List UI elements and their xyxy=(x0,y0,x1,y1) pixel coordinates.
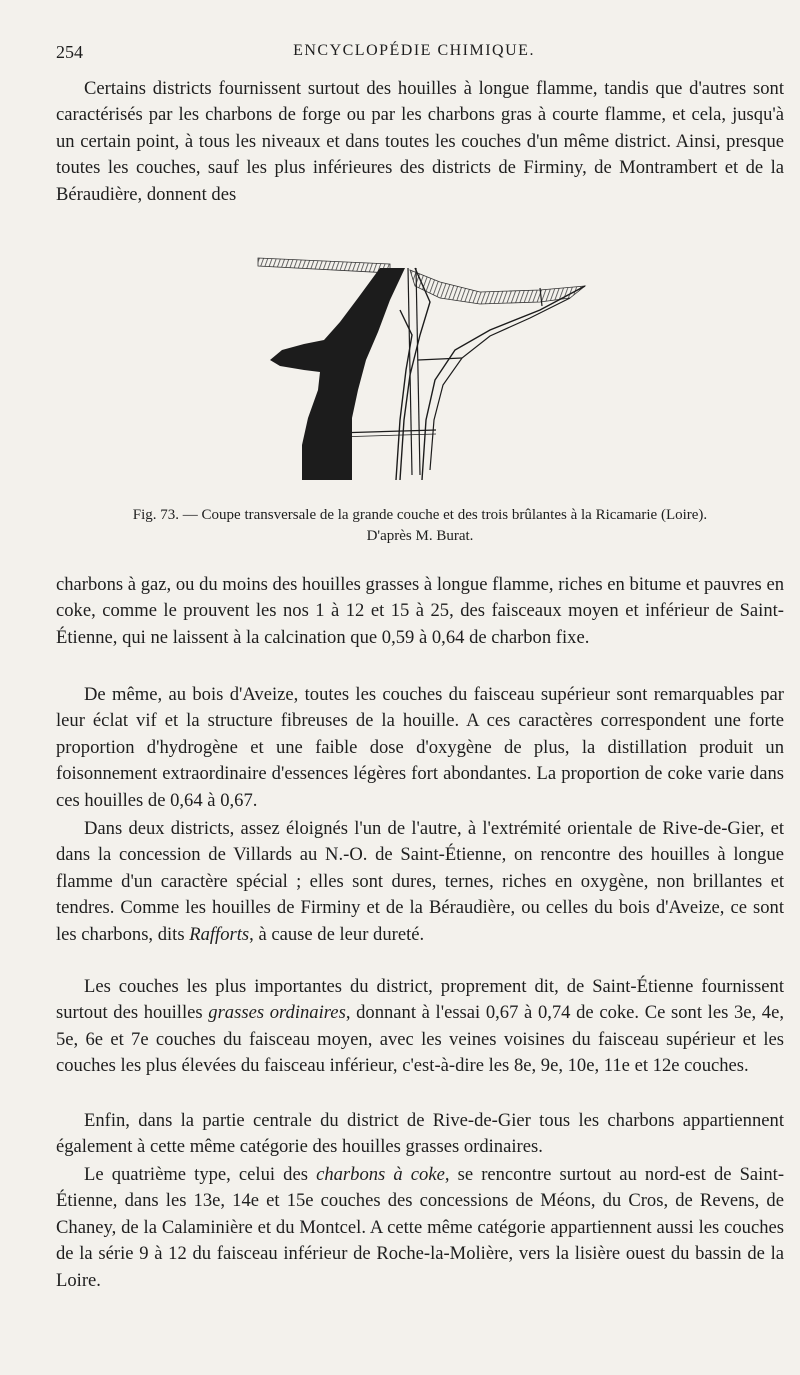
page-number: 254 xyxy=(56,42,83,62)
cross-section-drawing xyxy=(240,240,600,505)
figure-caption xyxy=(56,505,784,547)
paragraph-7-italic: charbons à coke xyxy=(316,1164,445,1185)
grande-couche-seam xyxy=(270,268,405,480)
paragraph-5-text-after: , donnant à l'essai 0,67 à 0,74 de coke. Ce sont les 3e, 4e, 5e, 6e et 7e couches du faisceau moyen, avec les veines voisines du faisceau supérieur et les couches les plus élevées du faisceau inférieur, c'est-à-dire les 8e, 9e, 10e, 11e et 12e couches. xyxy=(56,1002,784,1077)
paragraph-7-text-after: , se rencontre surtout au nord-est de Saint-Étienne, dans les 13e, 14e et 15e couches des concessions de Méons, du Cros, de Revens, de Chaney, de la Calaminière et du Montcel. A cette même catégorie appartiennent aussi les couches de la série 9 à 12 du faisceau inférieur de Roche-la-Molière, vers la lisière ouest du bassin de la Loire. xyxy=(56,1164,785,1291)
paragraph-4 xyxy=(56,816,784,948)
brulante-seam-3 xyxy=(422,286,585,480)
paragraph-2: charbons à gaz, ou du moins des houilles grasses à longue flamme, riches en bitume et pauvres en coke, comme le prouvent les nos 1 à 12 et 15 à 25, des faisceaux moyen et inférieur de Saint-Étienne, qui ne laissent à la calcination que 0,59 à 0,64 de charbon fixe. xyxy=(56,574,784,648)
paragraph-4-text-before: Dans deux districts, assez éloignés l'un de l'autre, à l'extrémité orientale de Rive-de-Gier, et dans la concession de Villards au N.-O. de Saint-Étienne, on rencontre des houilles à longue flamme d'un caractère spécial ; elles sont dures, ternes, riches en oxygène, non brillantes et tendres. Comme les houilles de Firminy et de la Béraudière, ou celles du bois d'Aveize, ce sont les charbons, dits xyxy=(56,818,784,945)
caption-line-1: Fig. 73. — Coupe transversale de la grande couche et des trois brûlantes à la Ricamarie (Loire). xyxy=(132,507,708,523)
surface-hatched-band xyxy=(258,258,390,273)
running-title: ENCYCLOPÉDIE CHIMIQUE. xyxy=(293,42,535,59)
figure-73-cross-section xyxy=(240,240,600,505)
paragraph-5-italic: grasses ordinaires xyxy=(208,1002,346,1024)
brulante-seam-1 xyxy=(400,268,430,480)
paragraph-5-text-before: Les couches les plus importantes du district, proprement dit, de Saint-Étienne fournissent surtout des houilles xyxy=(56,976,784,1024)
brulante-seam-4 xyxy=(430,298,570,470)
paragraph-7-text-before: Le quatrième type, celui des xyxy=(84,1164,317,1185)
caption-line-2: D'après M. Burat. xyxy=(366,528,474,544)
paragraph-5 xyxy=(56,974,784,1080)
upper-hatched-band xyxy=(410,270,585,304)
paragraph-6: Enfin, dans la partie centrale du district de Rive-de-Gier tous les charbons appartiennent également à cette même catégorie des houilles grasses ordinaires. xyxy=(56,1110,784,1158)
paragraph-7 xyxy=(56,1162,784,1294)
paragraph-4-italic: Rafforts xyxy=(189,923,250,945)
paragraph-1: Certains districts fournissent surtout des houilles à longue flamme, tandis que d'autres sont caractérisés par les charbons de forge ou par les charbons gras à courte flamme, et cela, jusqu'à un certain point, à tous les niveaux et dans toutes les couches d'un même district. Ainsi, presque toutes les couches, sauf les plus inférieures des districts de Firminy, de Montrambert et de la Béraudière, donnent des xyxy=(56,78,784,205)
paragraph-4-text-after: , à cause de leur dureté. xyxy=(249,923,425,945)
gallery-upper xyxy=(418,358,462,360)
paragraph-3: De même, au bois d'Aveize, toutes les couches du faisceau supérieur sont remarquables par leur éclat vif et la structure fibreuses de la houille. A ces caractères correspondent une forte proportion d'hydrogène et une faible dose d'oxygène de plus, la distillation produit un foisonnement extraordinaire d'essences légères fort abondantes. La proportion de coke varie dans ces houilles de 0,64 à 0,67. xyxy=(56,684,784,811)
shaft-2 xyxy=(416,268,420,475)
page-header xyxy=(56,42,772,66)
